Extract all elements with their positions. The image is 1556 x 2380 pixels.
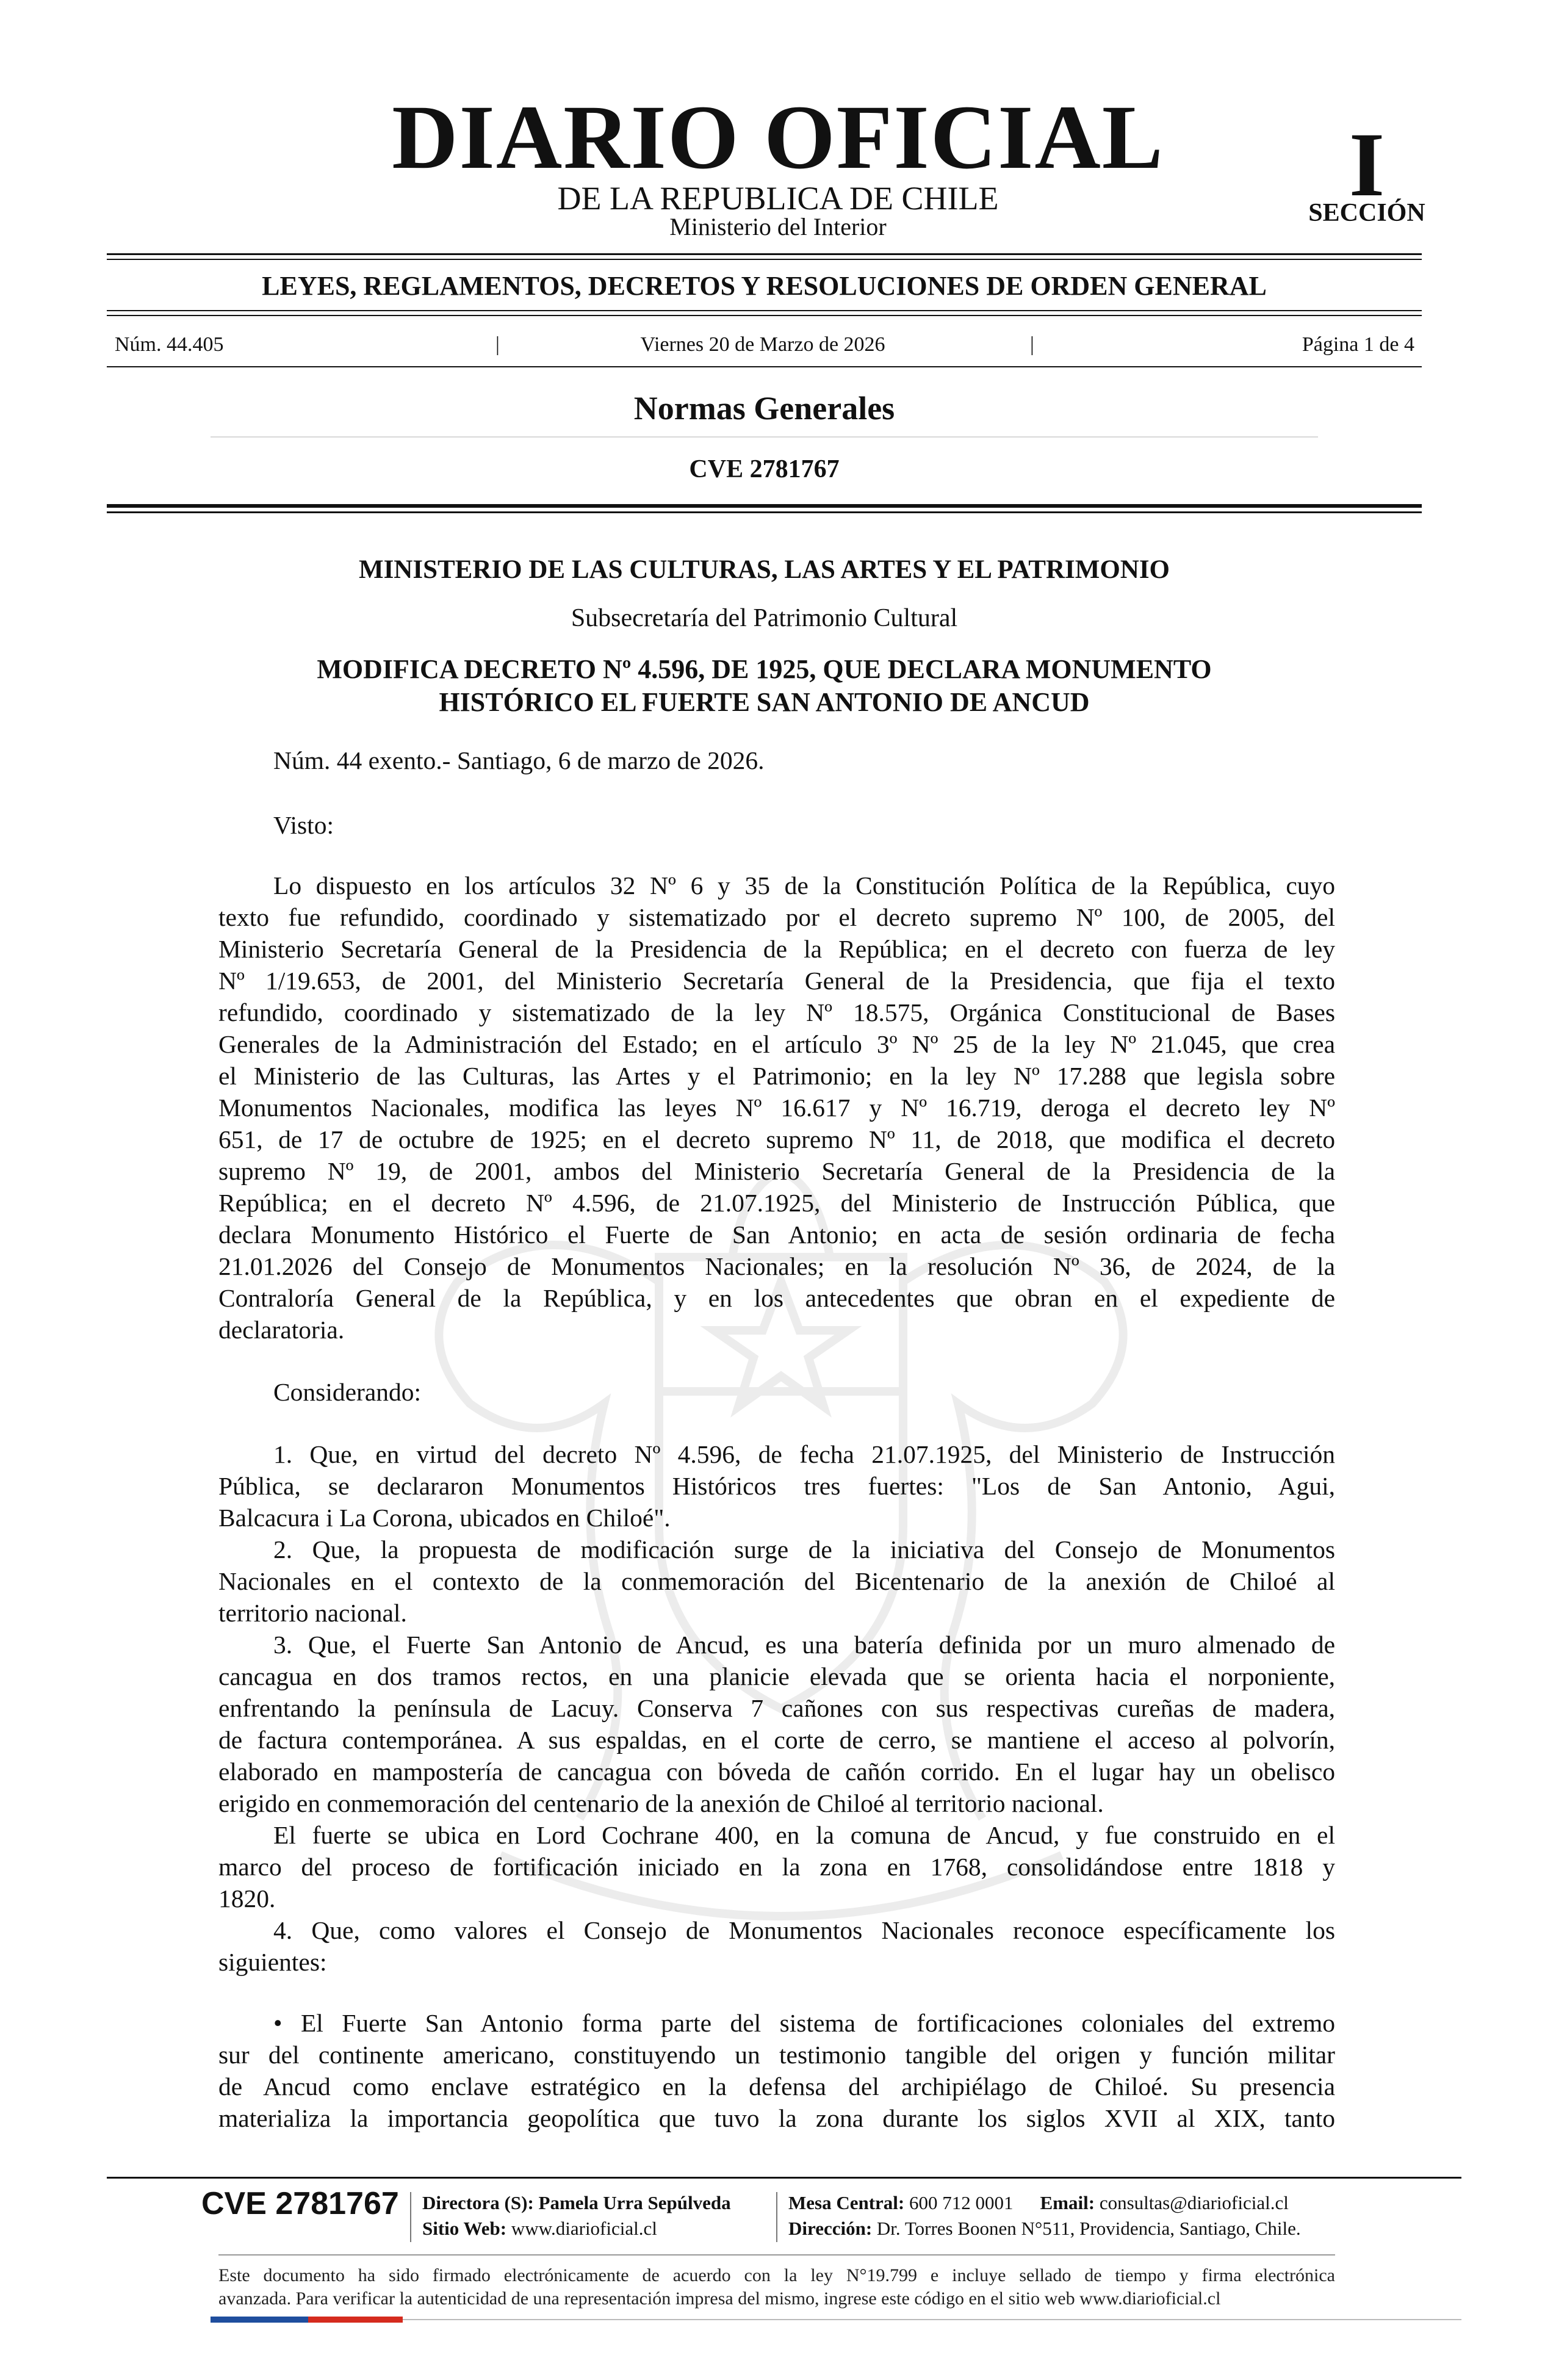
visto-line: 21.01.2026 del Consejo de Monumentos Nacionales; en la resolución Nº 36, de 2024, de la (218, 1252, 1335, 1280)
footer-website (422, 2216, 657, 2241)
footer-contact (788, 2191, 1289, 2215)
footer-directora (422, 2191, 731, 2215)
flag-stripe-blue (211, 2317, 308, 2323)
topic-rule-1 (107, 310, 1422, 311)
considerando-line: 1820. (218, 1884, 276, 1913)
mesa-value: 600 712 0001 (909, 2192, 1014, 2213)
page-indicator: Página 1 de 4 (1302, 333, 1414, 356)
masthead-ministry: Ministerio del Interior (669, 213, 887, 240)
footer-bottom-rule (403, 2319, 1461, 2320)
sitio-value[interactable]: www.diarioficial.cl (511, 2218, 657, 2239)
topic-heading: LEYES, REGLAMENTOS, DECRETOS Y RESOLUCIONES DE ORDEN GENERAL (262, 271, 1267, 301)
meta-separator: | (495, 333, 500, 356)
masthead-title: DIARIO OFICIAL (392, 87, 1164, 188)
email-value[interactable]: consultas@diarioficial.cl (1099, 2192, 1289, 2213)
considerando-line: marco del proceso de fortificación iniciado en la zona en 1768, consolidándose entre 1818 y (218, 1853, 1335, 1881)
bullet-line: materializa la importancia geopolítica que tuvo la zona durante los siglos XVII al XIX, tanto (218, 2104, 1335, 2132)
bullet-line: sur del continente americano, constituyendo un testimonio tangible del origen y función militar (218, 2041, 1335, 2069)
meta-rule (107, 366, 1422, 367)
masthead-rule-top-thin (107, 259, 1422, 260)
visto-line: Contraloría General de la República, y en los antecedentes que obran en el expediente de (218, 1284, 1335, 1312)
visto-line: declaratoria. (218, 1316, 345, 1344)
considerando-line: enfrentando la península de Lacuy. Conserva 7 cañones con sus respectivas cureñas de madera, (218, 1694, 1335, 1722)
flag-stripe-red (308, 2317, 403, 2323)
disclaimer-line: avanzada. Para verificar la autenticidad de una representación impresa del mismo, ingrese este código en el sitio web www.diarioficial.cl (218, 2288, 1221, 2309)
visto-line: declara Monumento Histórico el Fuerte de San Antonio; en acta de sesión ordinaria de fecha (218, 1221, 1335, 1249)
considerando-line: elaborado en mampostería de cancagua con bóveda de cañón corrido. En el lugar hay un obelisco (218, 1758, 1335, 1786)
decree-title-line: HISTÓRICO EL FUERTE SAN ANTONIO DE ANCUD (439, 687, 1090, 717)
footer-divider (776, 2192, 777, 2242)
mesa-label: Mesa Central: (788, 2192, 905, 2213)
topic-rule-2 (107, 315, 1422, 316)
issue-date: Viernes 20 de Marzo de 2026 (640, 333, 885, 356)
footer-divider (410, 2192, 411, 2242)
visto-line: supremo Nº 19, de 2001, ambos del Ministerio Secretaría General de la Presidencia de la (218, 1157, 1335, 1185)
visto-line: refundido, coordinado y sistematizado de la ley Nº 18.575, Orgánica Constitucional de Bases (218, 998, 1335, 1026)
bullet-line: de Ancud como enclave estratégico en la defensa del archipiélago de Chiloé. Su presencia (218, 2072, 1335, 2101)
visto-line: Monumentos Nacionales, modifica las leyes Nº 16.617 y Nº 16.719, deroga el decreto ley Nº (218, 1094, 1335, 1122)
considerando-line: siguientes: (218, 1948, 327, 1976)
masthead-subtitle: DE LA REPUBLICA DE CHILE (557, 180, 999, 217)
disclaimer-line: Este documento ha sido firmado electrónicamente de acuerdo con la ley N°19.799 e incluye sellado de tiempo y firma electrónica (218, 2265, 1335, 2285)
considerando-line: erigido en conmemoración del centenario de la anexión de Chiloé al territorio nacional. (218, 1789, 1104, 1817)
bullet-line: • El Fuerte San Antonio forma parte del sistema de fortificaciones coloniales del extremo (273, 2009, 1335, 2037)
header-rule-thick (107, 504, 1422, 508)
visto-line: el Ministerio de las Culturas, las Artes y el Patrimonio; en la ley Nº 17.288 que legisla sobre (218, 1062, 1335, 1090)
direccion-value: Dr. Torres Boonen N°511, Providencia, Santiago, Chile. (876, 2218, 1301, 2239)
directora-name: Pamela Urra Sepúlveda (538, 2192, 731, 2213)
considerando-heading: Considerando: (273, 1378, 422, 1406)
cve-code: CVE 2781767 (689, 455, 840, 483)
meta-separator: | (1030, 333, 1034, 356)
considerando-line: 3. Que, el Fuerte San Antonio de Ancud, es una batería definida por un muro almenado de (273, 1631, 1335, 1659)
decree-number-line: Núm. 44 exento.- Santiago, 6 de marzo de 2026. (273, 746, 765, 774)
considerando-line: 4. Que, como valores el Consejo de Monumentos Nacionales reconoce específicamente los (273, 1916, 1335, 1944)
direccion-label: Dirección: (788, 2218, 873, 2239)
considerando-line: Pública, se declararon Monumentos Históricos tres fuertes: "Los de San Antonio, Agui, (218, 1472, 1335, 1500)
directora-label: Directora (S): (422, 2192, 534, 2213)
section-label: SECCIÓN (1308, 199, 1425, 227)
considerando-line: territorio nacional. (218, 1599, 407, 1627)
footer-address (788, 2216, 1301, 2241)
visto-heading: Visto: (273, 811, 334, 839)
considerando-line: Nacionales en el contexto de la conmemoración del Bicentenario de la anexión de Chiloé al (218, 1567, 1335, 1595)
footer-cve: CVE 2781767 (201, 2186, 399, 2221)
considerando-line: 1. Que, en virtud del decreto Nº 4.596, de fecha 21.07.1925, del Ministerio de Instrucción (273, 1440, 1335, 1468)
email-label: Email: (1040, 2192, 1095, 2213)
header-rule-thin (107, 511, 1422, 513)
considerando-line: de factura contemporánea. A sus espaldas, en el corte de cerro, se mantiene el acceso al polvorín, (218, 1726, 1335, 1754)
visto-line: Nº 1/19.653, de 2001, del Ministerio Secretaría General de la Presidencia, que fija el texto (218, 967, 1335, 995)
decree-title (107, 653, 1422, 718)
considerando-line: El fuerte se ubica en Lord Cochrane 400, en la comuna de Ancud, y fue construido en el (273, 1821, 1335, 1849)
visto-line: Ministerio Secretaría General de la Presidencia de la República; en el decreto con fuerza de ley (218, 935, 1335, 963)
section-numeral: I (1349, 114, 1385, 215)
ministry-heading: MINISTERIO DE LAS CULTURAS, LAS ARTES Y EL PATRIMONIO (358, 555, 1170, 584)
sitio-label: Sitio Web: (422, 2218, 507, 2239)
considerando-line: 2. Que, la propuesta de modificación surge de la iniciativa del Consejo de Monumentos (273, 1535, 1335, 1563)
decree-title-line: MODIFICA DECRETO Nº 4.596, DE 1925, QUE DECLARA MONUMENTO (317, 654, 1212, 684)
footer-thin-rule (218, 2254, 1335, 2256)
masthead-rule-top (107, 253, 1422, 255)
section-title-divider (211, 436, 1318, 438)
visto-line: 651, de 17 de octubre de 1925; en el decreto supremo Nº 11, de 2018, que modifica el decreto (218, 1125, 1335, 1153)
considerando-line: cancagua en dos tramos rectos, en una planicie elevada que se orienta hacia el norponiente, (218, 1662, 1335, 1690)
considerando-line: Balcacura i La Corona, ubicados en Chiloé". (218, 1504, 671, 1532)
footer-rule (107, 2177, 1461, 2179)
section-title: Normas Generales (633, 390, 895, 427)
visto-line: República; en el decreto Nº 4.596, de 21.07.1925, del Ministerio de Instrucción Pública, que (218, 1189, 1335, 1217)
visto-line: texto fue refundido, coordinado y sistematizado por el decreto supremo Nº 100, de 2005, del (218, 903, 1335, 931)
subsecretaria-heading: Subsecretaría del Patrimonio Cultural (571, 604, 958, 632)
issue-number: Núm. 44.405 (115, 333, 224, 356)
visto-line: Lo dispuesto en los artículos 32 Nº 6 y 35 de la Constitución Política de la República, cuyo (273, 871, 1335, 900)
visto-line: Generales de la Administración del Estado; en el artículo 3º Nº 25 de la ley Nº 21.045, que crea (218, 1030, 1335, 1058)
